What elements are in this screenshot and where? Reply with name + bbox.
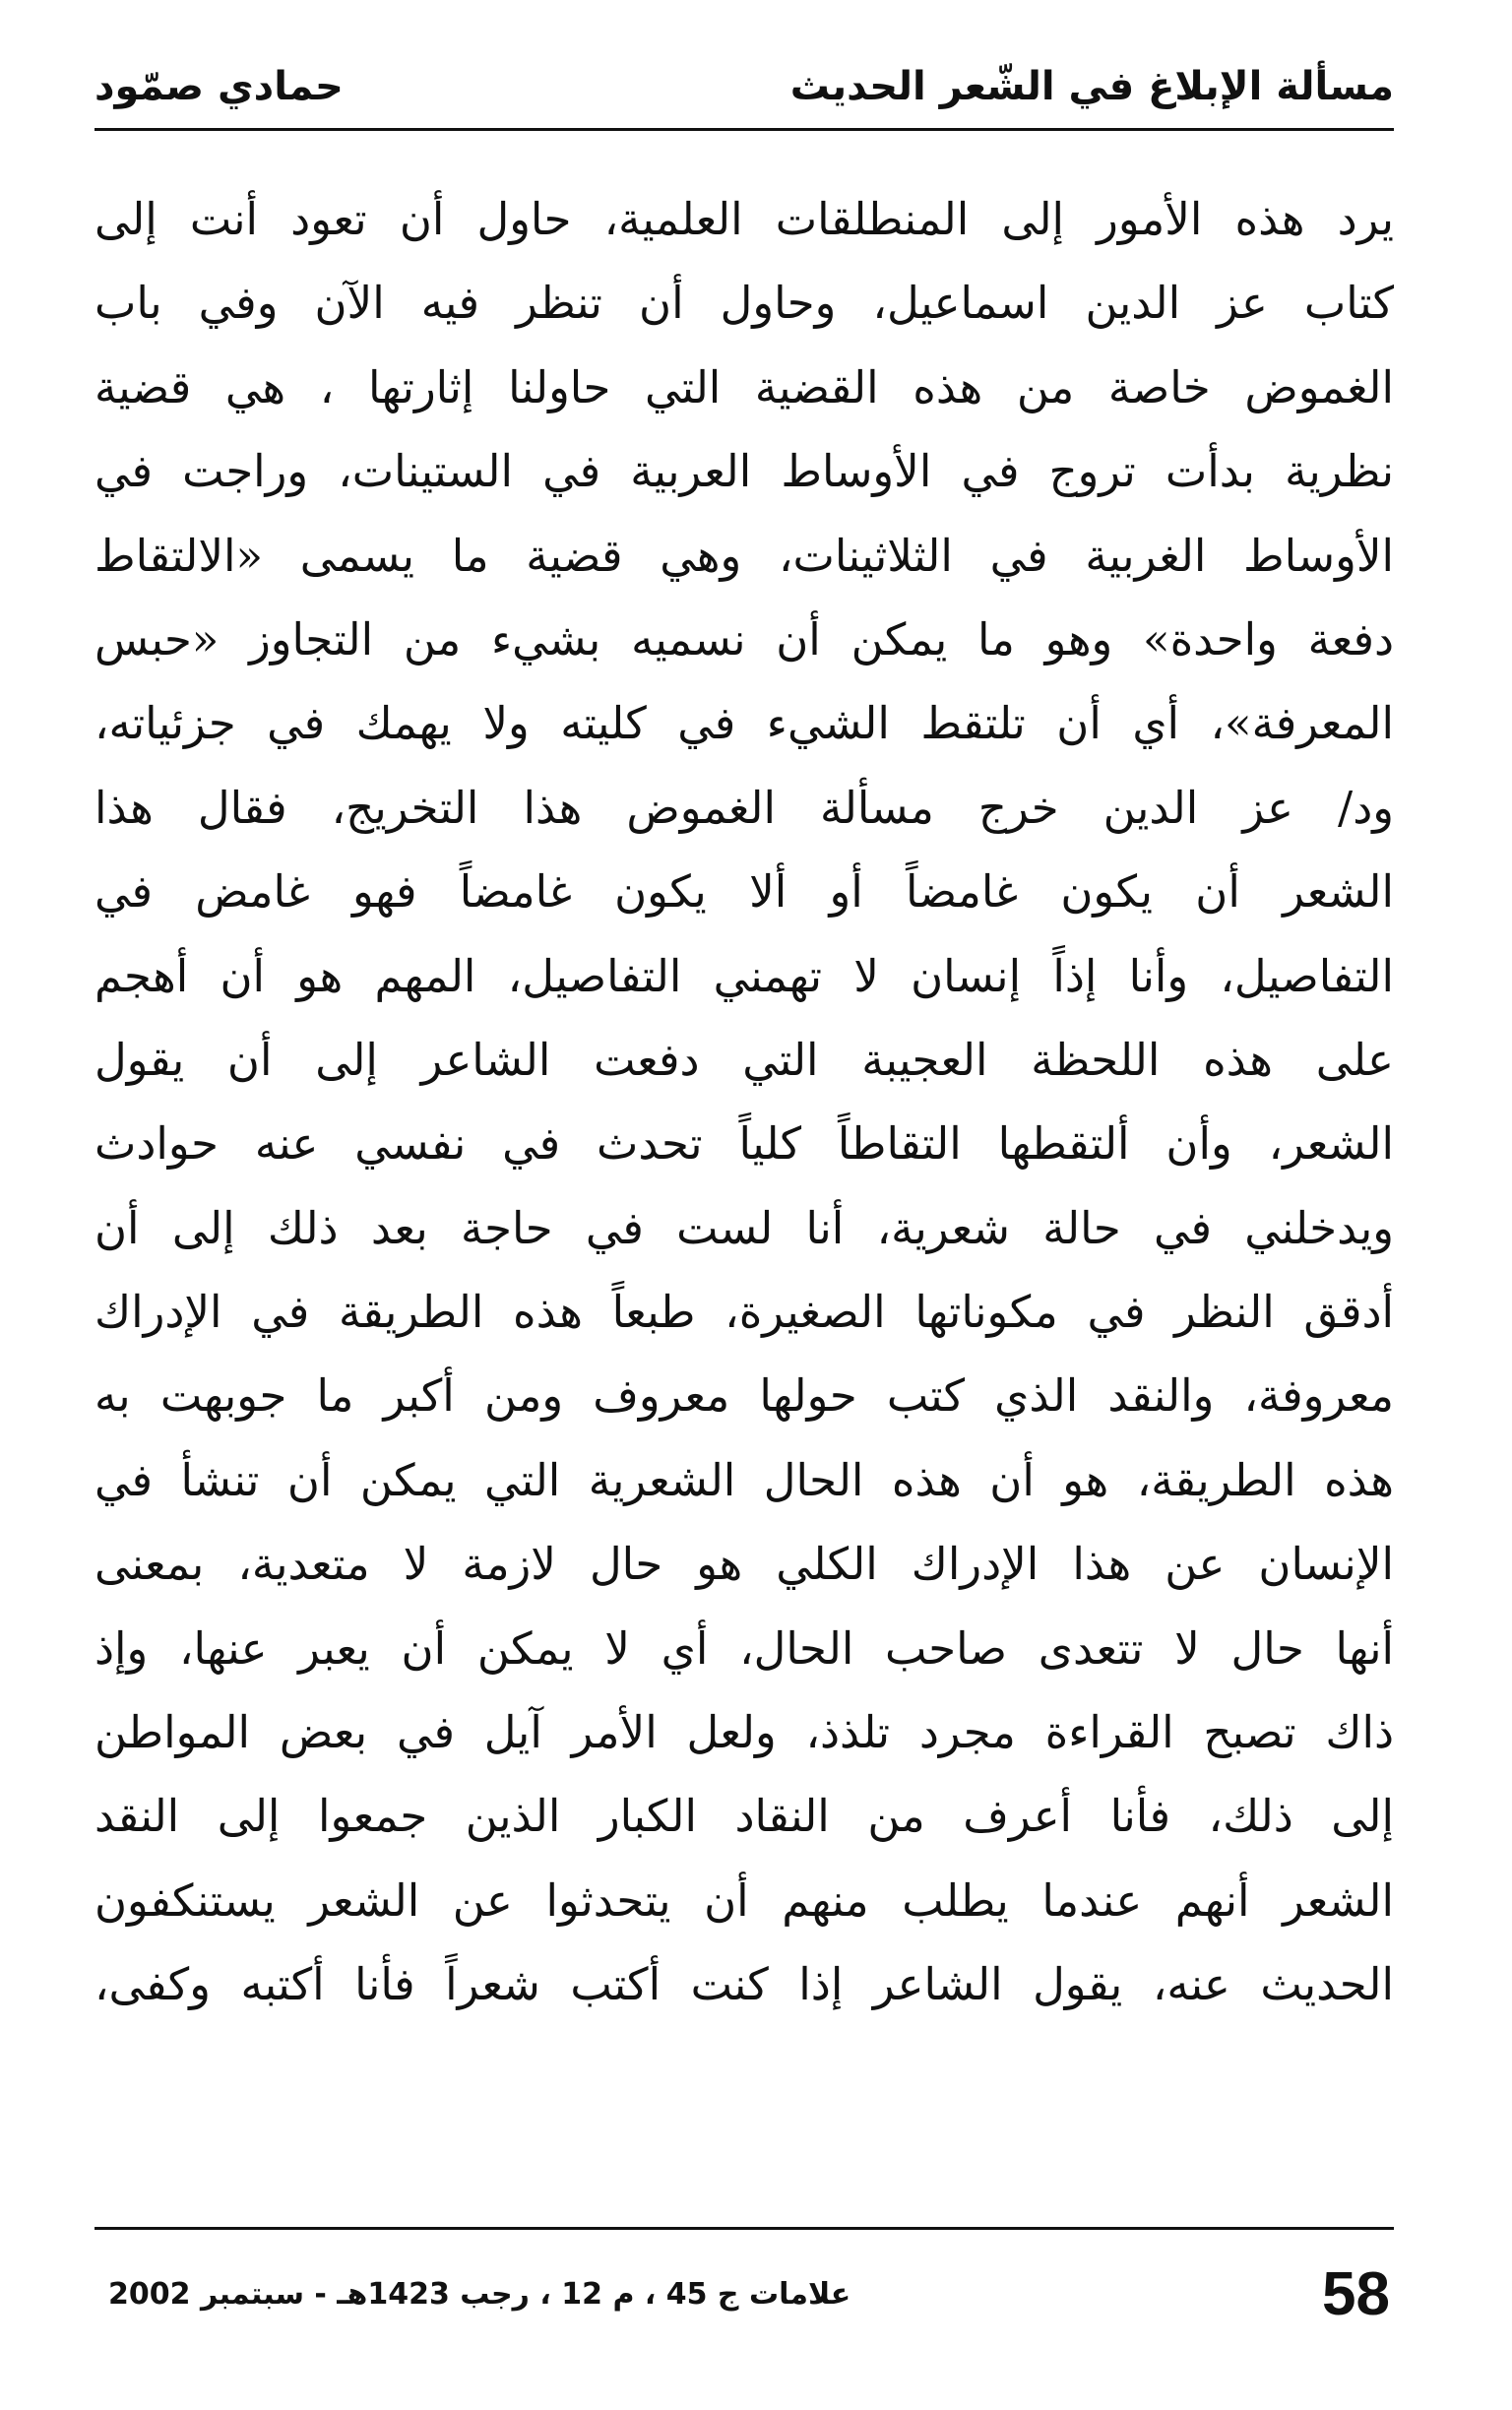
- text-line: الأوساط الغربية في الثلاثينات، وهي قضية ما يسمى «الالتقاط: [94, 529, 1394, 582]
- text-line: الشعر أن يكون غامضاً أو ألا يكون غامضاً فهو غامض في: [94, 865, 1394, 919]
- text-line: دفعة واحدة» وهو ما يمكن أن نسميه بشيء من التجاوز «حبس: [94, 612, 1394, 666]
- text-line: المعرفة»، أي أن تلتقط الشيء في كليته ولا يهمك في جزئياته،: [94, 697, 1394, 750]
- text-line: التفاصيل، وأنا إذاً إنسان لا تهمني التفاصيل، المهم هو أن أهجم: [94, 949, 1394, 1002]
- text-line: نظرية بدأت تروج في الأوساط العربية في الستينات، وراجت في: [94, 445, 1394, 498]
- running-header: [94, 57, 1394, 116]
- text-line: الغموض خاصة من هذه القضية التي حاولنا إثارتها ، هي قضية: [94, 360, 1394, 413]
- text-line: الإنسان عن هذا الإدراك الكلي هو حال لازمة لا متعدية، بمعنى: [94, 1538, 1394, 1591]
- page-footer: [94, 2254, 1394, 2333]
- text-line: الشعر أنهم عندما يطلب منهم أن يتحدثوا عن الشعر يستنكفون: [94, 1873, 1394, 1927]
- text-line: ود/ عز الدين خرج مسألة الغموض هذا التخريج، فقال هذا: [94, 781, 1394, 834]
- text-line: الشعر، وأن ألتقطها التقاطاً كلياً تحدث في نفسي عنه حوادث: [94, 1117, 1394, 1171]
- running-title: مسألة الإبلاغ في الشّعر الحديث: [789, 64, 1394, 109]
- text-line: أدقق النظر في مكوناتها الصغيرة، طبعاً هذه الطريقة في الإدراك: [94, 1286, 1394, 1339]
- body-text: [94, 177, 1394, 2027]
- page-number: 58: [1322, 2259, 1390, 2328]
- text-line: يرد هذه الأمور إلى المنطلقات العلمية، حاول أن تعود أنت إلى: [94, 193, 1394, 245]
- text-line: معروفة، والنقد الذي كتب حولها معروف ومن أكبر ما جوبهت به: [94, 1369, 1394, 1423]
- text-line: هذه الطريقة، هو أن هذه الحال الشعرية التي يمكن أن تنشأ في: [94, 1453, 1394, 1506]
- text-line: ويدخلني في حالة شعرية، أنا لست في حاجة بعد ذلك إلى أن: [94, 1201, 1394, 1254]
- text-line: كتاب عز الدين اسماعيل، وحاول أن تنظر فيه الآن وفي باب: [94, 277, 1394, 330]
- issue-info: علامات ج 45 ، م 12 ، رجب 1423هـ - سبتمبر 2002: [108, 2276, 851, 2312]
- text-line: على هذه اللحظة العجيبة التي دفعت الشاعر إلى أن يقول: [94, 1033, 1394, 1086]
- header-divider: [94, 128, 1394, 131]
- footer-divider: [94, 2227, 1394, 2230]
- document-page: [94, 39, 1394, 2382]
- text-line: أنها حال لا تتعدى صاحب الحال، أي لا يمكن أن يعبر عنها، وإذ: [94, 1621, 1394, 1675]
- text-line: ذاك تصبح القراءة مجرد تلذذ، ولعل الأمر آيل في بعض المواطن: [94, 1706, 1394, 1759]
- running-author: حمادي صمّود: [94, 64, 344, 109]
- text-line: الحديث عنه، يقول الشاعر إذا كنت أكتب شعراً فأنا أكتبه وكفى،: [94, 1958, 1394, 2011]
- text-line: إلى ذلك، فأنا أعرف من النقاد الكبار الذين جمعوا إلى النقد: [94, 1790, 1394, 1843]
